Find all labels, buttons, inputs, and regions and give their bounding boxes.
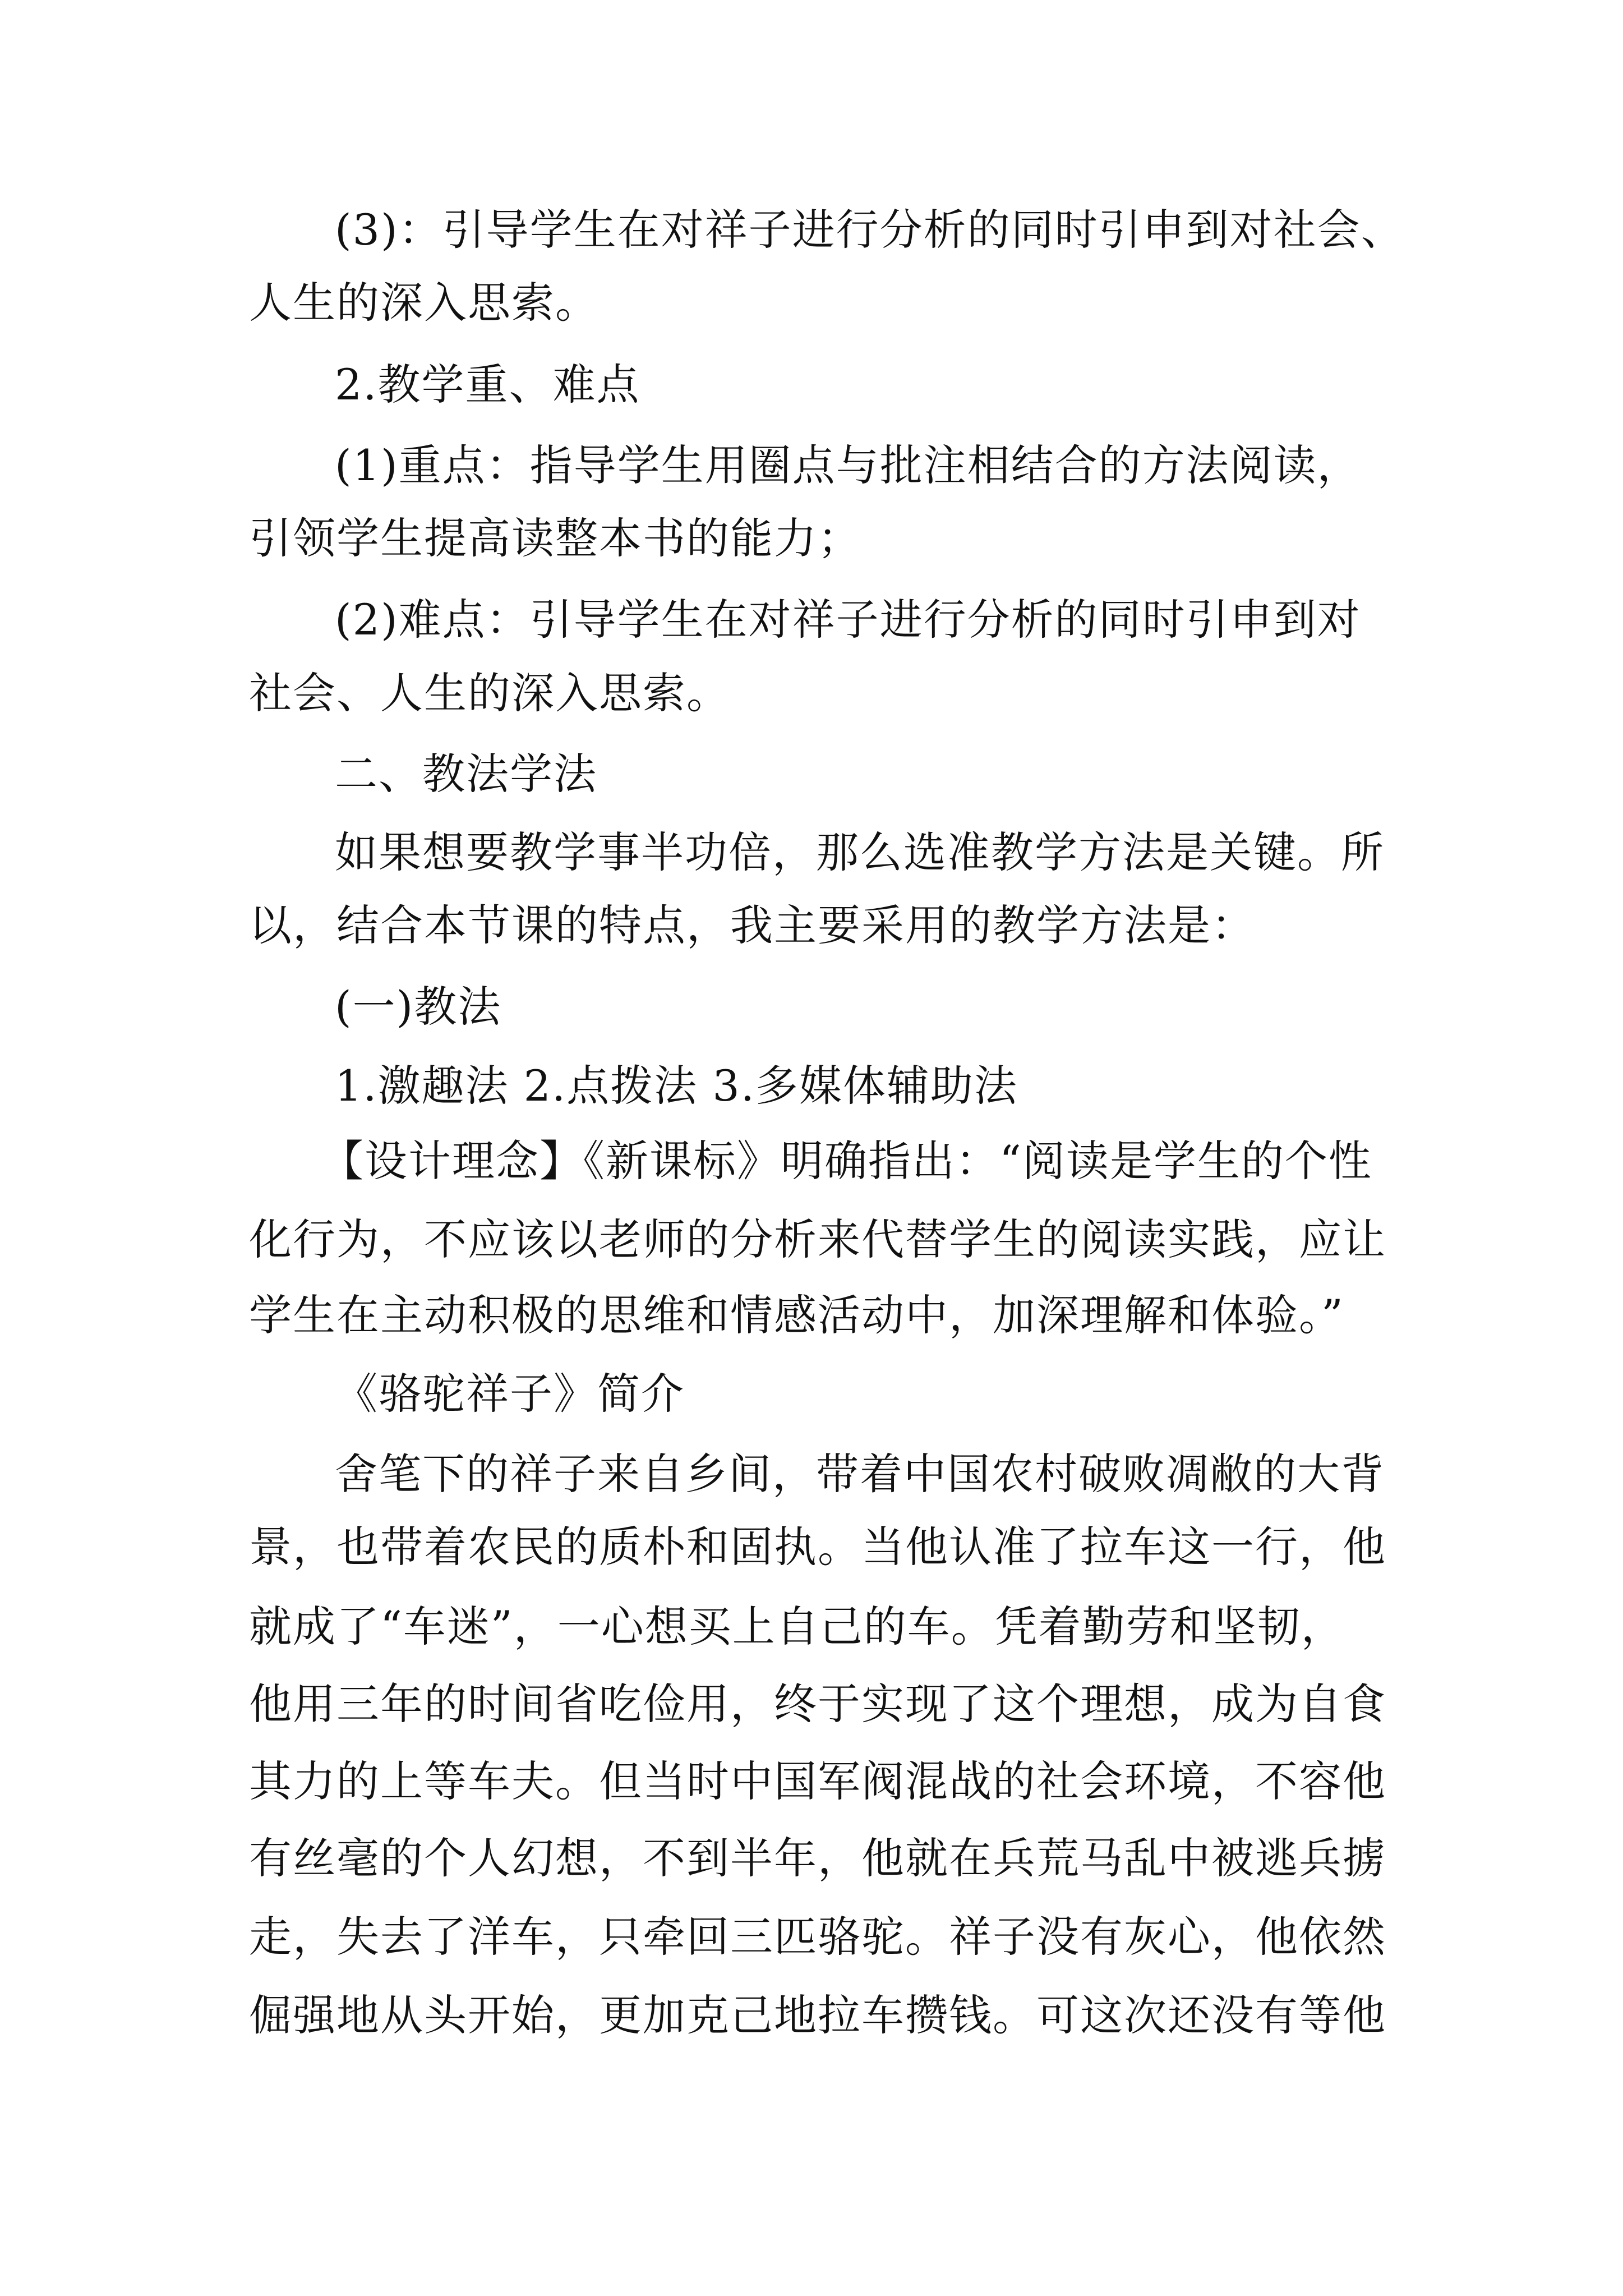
text-line: 人生的深入思索。 [249,278,599,328]
text-line: 如果想要教学事半功倍，那么选准教学方法是关键。所 [335,827,1385,877]
text-line: 他用三年的时间省吃俭用，终于实现了这个理想，成为自食 [249,1679,1386,1729]
text-line: 景，也带着农民的质朴和固执。当他认准了拉车这一行，他 [249,1522,1386,1572]
text-line: (1)重点：指导学生用圈点与批注相结合的方法阅读， [335,440,1361,490]
text-line: 其力的上等车夫。但当时中国军阀混战的社会环境，不容他 [249,1756,1386,1806]
text-line: 化行为，不应该以老师的分析来代替学生的阅读实践，应让 [249,1214,1386,1264]
text-line: 倔强地从头开始，更加克己地拉车攒钱。可这次还没有等他 [249,1990,1386,2040]
section-heading: 二、教法学法 [335,749,597,799]
section-heading: (一)教法 [335,982,502,1032]
text-line: (3)：引导学生在对祥子进行分析的同时引申到对社会、 [335,205,1405,255]
text-line: 1.激趣法 2.点拨法 3.多媒体辅助法 [335,1061,1018,1111]
text-line: 以，结合本节课的特点，我主要采用的教学方法是： [249,900,1255,950]
text-line: 学生在主动积极的思维和情感活动中，加深理解和体验。” [249,1290,1344,1340]
text-line: 社会、人生的深入思索。 [249,668,730,718]
text-line: 就成了“车迷”，一心想买上自己的车。凭着勤劳和坚韧， [249,1602,1345,1651]
text-line: 有丝毫的个人幻想，不到半年，他就在兵荒马乱中被逃兵掳 [249,1833,1386,1883]
text-line: 走，失去了洋车，只牵回三匹骆驼。祥子没有灰心，他依然 [249,1912,1386,1962]
section-heading: 《骆驼祥子》简介 [335,1369,685,1419]
text-line: 引领学生提高读整本书的能力； [249,513,861,563]
text-line: (2)难点：引导学生在对祥子进行分析的同时引申到对 [335,595,1361,645]
text-line: 舍笔下的祥子来自乡间，带着中国农村破败凋敝的大背 [335,1449,1385,1499]
text-line: 【设计理念】《新课标》明确指出：“阅读是学生的个性 [321,1136,1372,1186]
section-heading: 2.教学重、难点 [335,360,640,409]
